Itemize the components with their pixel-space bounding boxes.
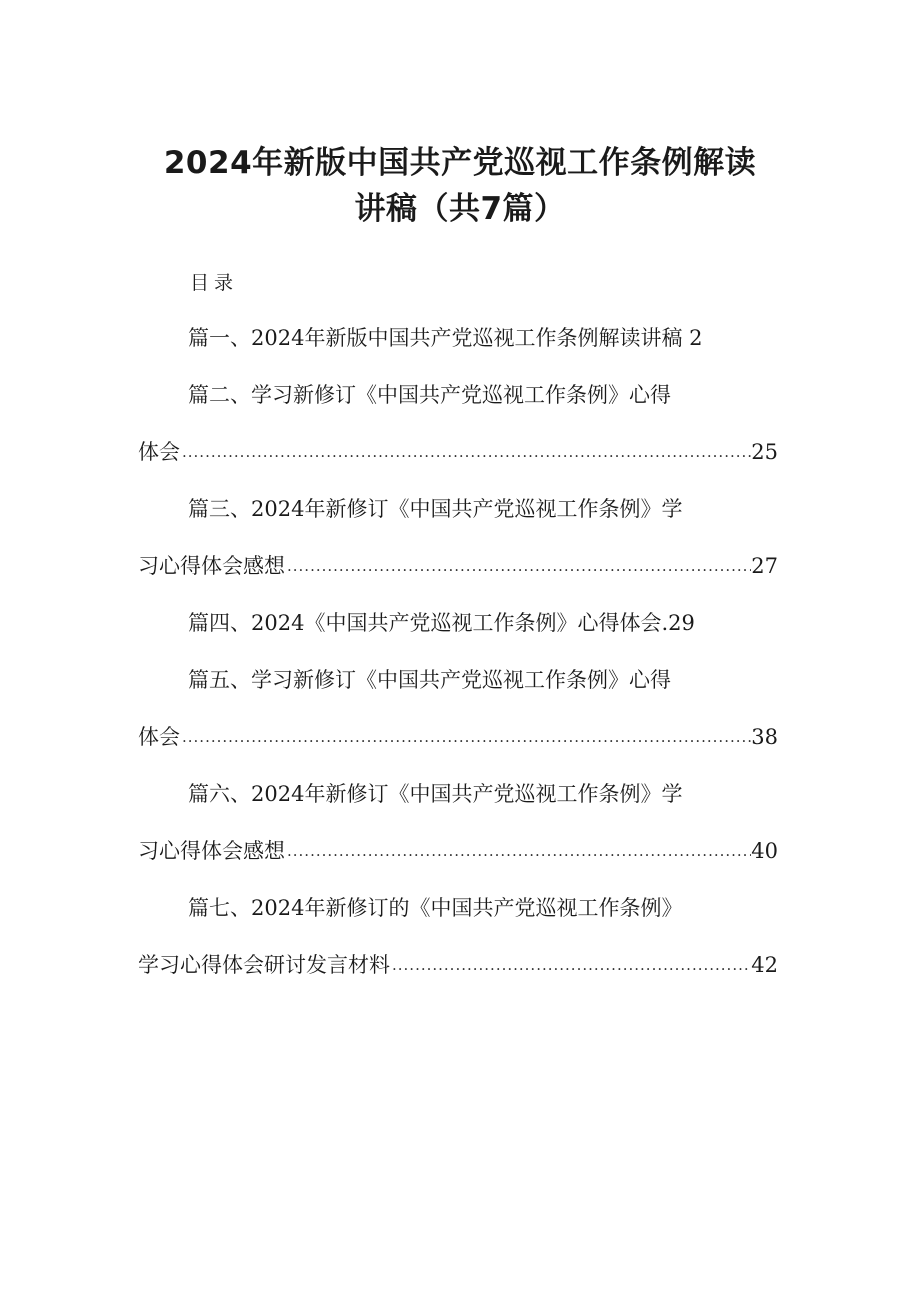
toc-entry-text: 习心得体会感想 <box>138 839 285 863</box>
toc-entry-text: 篇三、2024年新修订《中国共产党巡视工作条例》学 <box>188 497 683 521</box>
toc-entry-5[interactable] <box>138 660 778 717</box>
toc-entry-text: 篇五、学习新修订《中国共产党巡视工作条例》心得 <box>188 668 671 692</box>
toc-entry-6[interactable] <box>138 774 778 831</box>
dot-leader <box>180 432 751 472</box>
table-of-contents <box>138 318 778 1002</box>
title-line-2: 讲稿（共7篇） <box>354 191 566 227</box>
page-number: 27 <box>751 554 778 578</box>
toc-entry-5-continuation[interactable] <box>138 717 778 774</box>
page-number: 38 <box>751 725 778 749</box>
toc-entry-text: 篇二、学习新修订《中国共产党巡视工作条例》心得 <box>188 383 671 407</box>
toc-entry-7[interactable] <box>138 888 778 945</box>
toc-entry-text: 篇六、2024年新修订《中国共产党巡视工作条例》学 <box>188 782 683 806</box>
toc-entry-2-continuation[interactable] <box>138 432 778 489</box>
toc-entry-text: 篇一、2024年新版中国共产党巡视工作条例解读讲稿 2 <box>188 326 703 350</box>
toc-entry-text: 篇七、2024年新修订的《中国共产党巡视工作条例》 <box>188 896 683 920</box>
toc-entry-7-continuation[interactable] <box>138 945 778 1002</box>
toc-entry-2[interactable] <box>138 375 778 432</box>
toc-entry-text: 体会 <box>138 725 180 749</box>
toc-entry-text: 体会 <box>138 440 180 464</box>
dot-leader <box>285 831 751 871</box>
toc-heading: 目录 <box>190 272 239 294</box>
dot-leader <box>180 717 751 757</box>
toc-entry-text: 习心得体会感想 <box>138 554 285 578</box>
toc-entry-3[interactable] <box>138 489 778 546</box>
toc-entry-6-continuation[interactable] <box>138 831 778 888</box>
toc-entry-1[interactable] <box>138 318 778 375</box>
page-number: 25 <box>751 440 778 464</box>
page-number: 42 <box>751 953 778 977</box>
document-title <box>0 140 920 232</box>
toc-entry-text: 学习心得体会研讨发言材料 <box>138 953 390 977</box>
toc-entry-3-continuation[interactable] <box>138 546 778 603</box>
toc-entry-4[interactable] <box>138 603 778 660</box>
page-number: 40 <box>751 839 778 863</box>
dot-leader <box>390 945 751 985</box>
toc-entry-text: 篇四、2024《中国共产党巡视工作条例》心得体会.29 <box>188 611 695 635</box>
title-line-1: 2024年新版中国共产党巡视工作条例解读 <box>163 145 757 181</box>
dot-leader <box>285 546 751 586</box>
